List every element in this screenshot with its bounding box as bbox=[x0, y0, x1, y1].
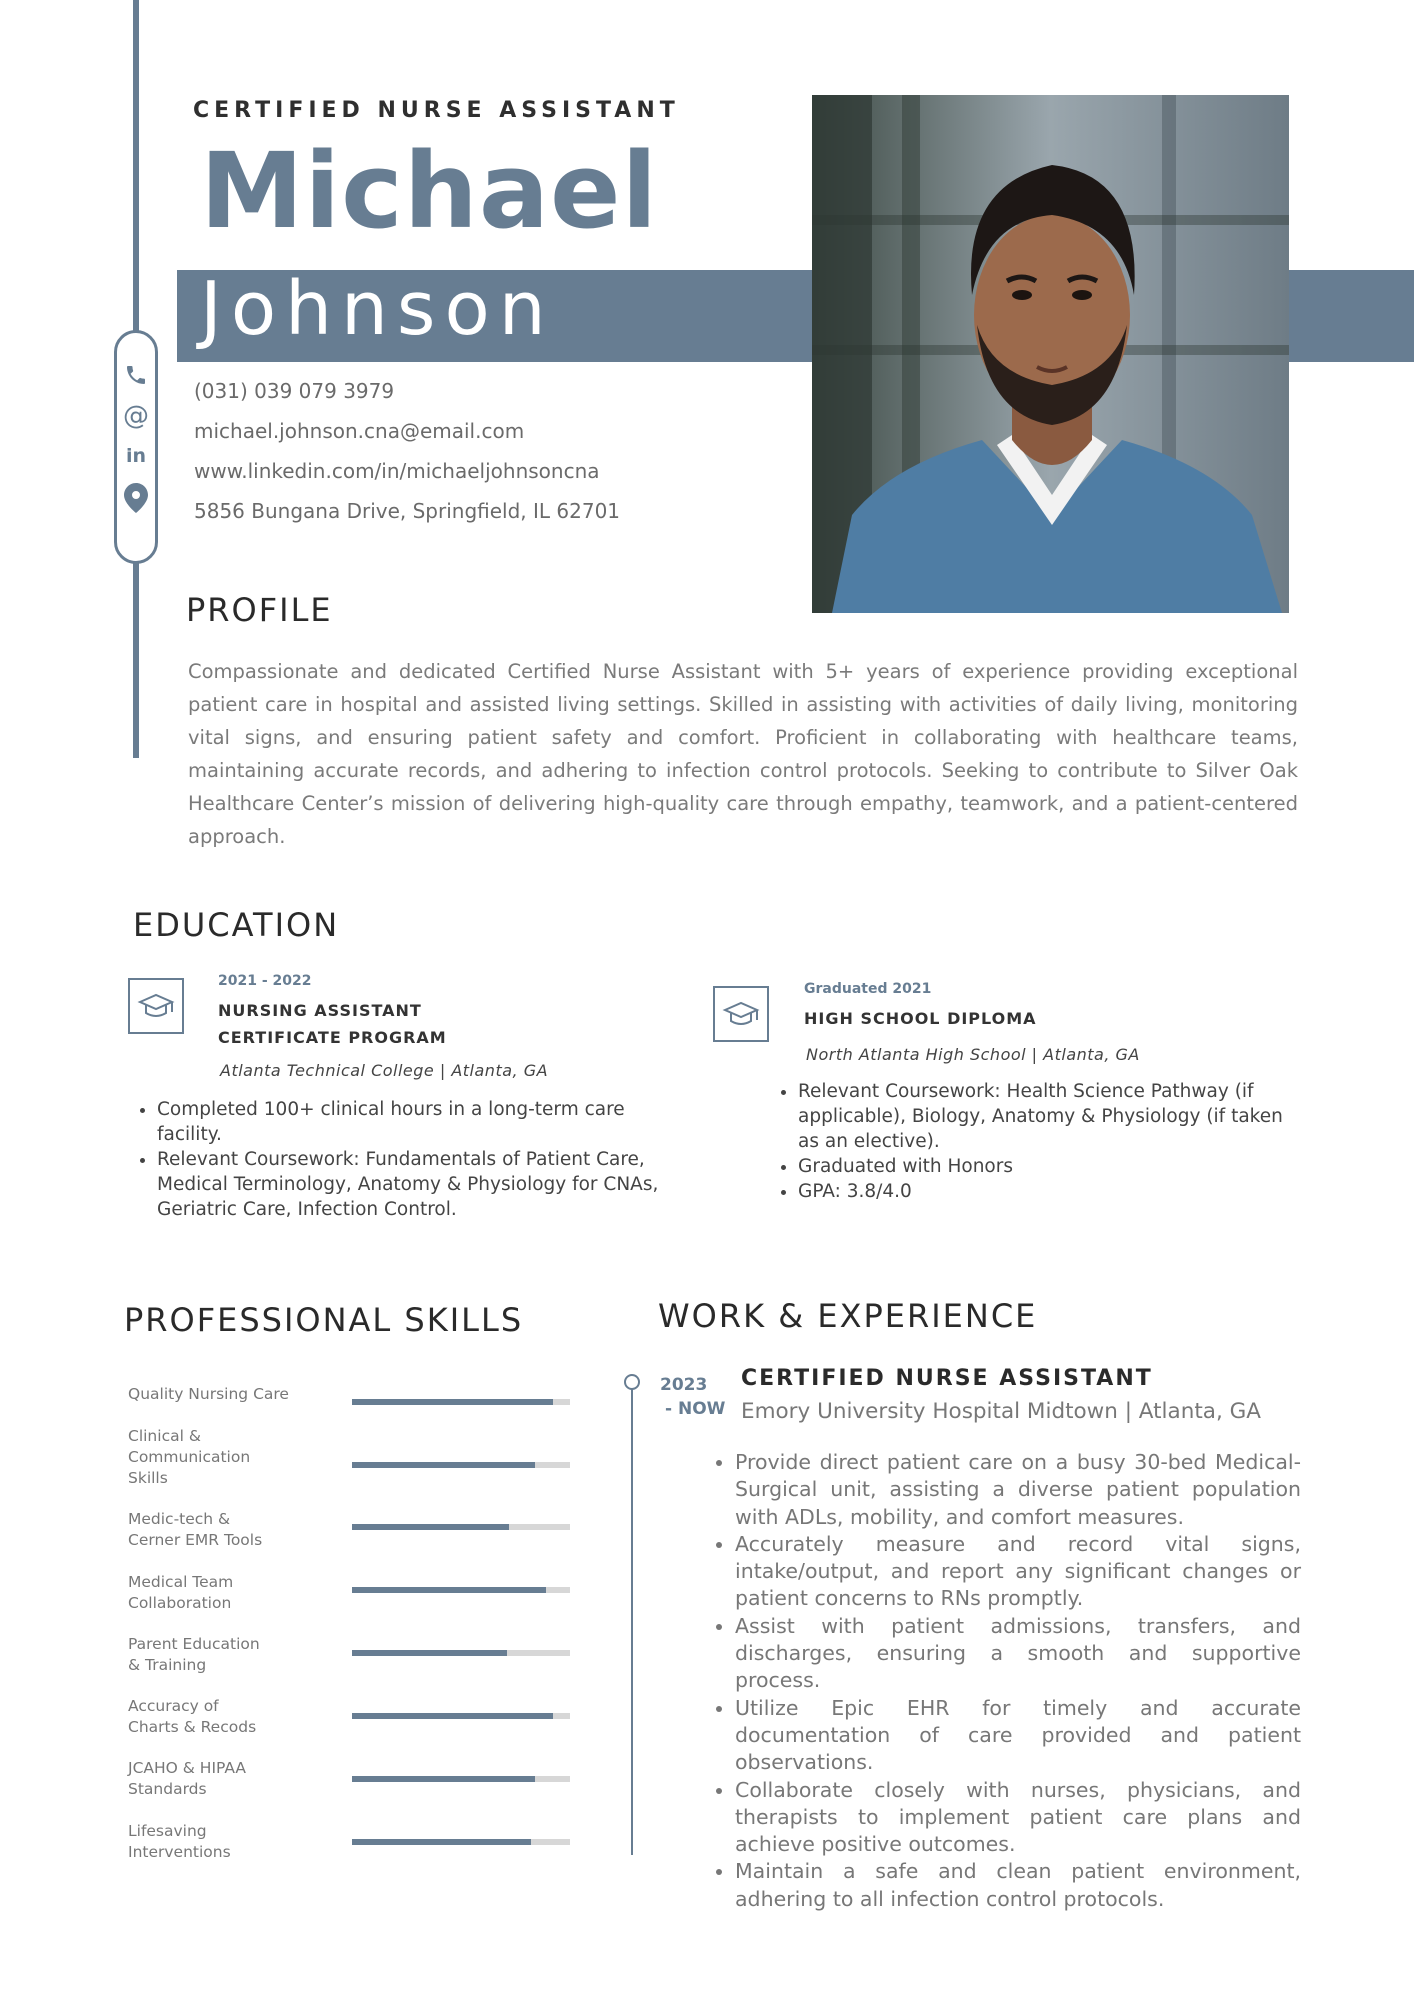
education-degree: HIGH SCHOOL DIPLOMA bbox=[804, 1009, 1037, 1028]
skill-bar-fill bbox=[352, 1524, 509, 1530]
skill-bar-fill bbox=[352, 1587, 546, 1593]
skill-label: Accuracy of Charts & Recods bbox=[128, 1697, 257, 1736]
timeline-dot bbox=[624, 1374, 640, 1390]
skill-bar-fill bbox=[352, 1650, 507, 1656]
phone-number[interactable]: (031) 039 079 3979 bbox=[194, 379, 395, 403]
skill-label: Clinical & Communication Skills bbox=[128, 1427, 251, 1487]
skill-bar-fill bbox=[352, 1713, 553, 1719]
education-bullets bbox=[133, 1097, 668, 1222]
experience-start-year: 2023 bbox=[660, 1375, 708, 1395]
list-item: • Provide direct patient care on a busy 30-bed Medical-Surgical unit, assisting a diverse patient population with ADLs, mobility, and comfort measures. bbox=[735, 1449, 1301, 1531]
skill-bar bbox=[352, 1776, 570, 1782]
list-item: • Utilize Epic EHR for timely and accurate documentation of care provided and patient observations. bbox=[735, 1695, 1301, 1777]
skill-label: Quality Nursing Care bbox=[128, 1385, 289, 1403]
education-degree: NURSING ASSISTANT CERTIFICATE PROGRAM bbox=[218, 1001, 447, 1047]
education-year: Graduated 2021 bbox=[804, 981, 932, 997]
skill-bar-fill bbox=[352, 1839, 531, 1845]
profile-photo bbox=[812, 95, 1289, 613]
skill-bar bbox=[352, 1650, 570, 1656]
timeline-line bbox=[631, 1385, 633, 1855]
skill-bar bbox=[352, 1839, 570, 1845]
email-address[interactable]: michael.johnson.cna@email.com bbox=[194, 419, 525, 443]
contact-icon-bar bbox=[114, 330, 158, 564]
skill-label: Medic-tech & Cerner EMR Tools bbox=[128, 1510, 263, 1549]
profile-summary: Compassionate and dedicated Certified Nurse Assistant with 5+ years of experience providing exceptional patient care in hospital and assisted living settings. Skilled in assisting with activities of daily living, monitoring vital signs, and ensuring patient safety and comfort. Proficient in collaborating with healthcare teams, maintaining accurate records, and adhering to infection control protocols. Seeking to contribute to Silver Oak Healthcare Center’s mission of delivering high-quality care through empathy, teamwork, and a patient-centered approach. bbox=[188, 660, 1298, 848]
postal-address: 5856 Bungana Drive, Springfield, IL 62701 bbox=[194, 499, 621, 523]
phone-icon bbox=[117, 363, 155, 391]
list-item: • Completed 100+ clinical hours in a long-term care facility. bbox=[157, 1097, 668, 1147]
list-item: • Graduated with Honors bbox=[798, 1154, 1294, 1179]
skills-heading: PROFESSIONAL SKILLS bbox=[124, 1301, 524, 1339]
skill-bar bbox=[352, 1587, 570, 1593]
list-item: • GPA: 3.8/4.0 bbox=[798, 1179, 1294, 1204]
education-school: North Atlanta High School | Atlanta, GA bbox=[806, 1045, 1140, 1064]
list-item: • Maintain a safe and clean patient environment, adhering to all infection control protocols. bbox=[735, 1858, 1301, 1913]
skill-bar bbox=[352, 1462, 570, 1468]
graduation-cap-icon bbox=[713, 986, 769, 1042]
skill-bar bbox=[352, 1399, 570, 1405]
experience-heading: WORK & EXPERIENCE bbox=[658, 1297, 1038, 1335]
list-item: • Relevant Coursework: Health Science Pathway (if applicable), Biology, Anatomy & Physiology (if taken as an elective). bbox=[798, 1079, 1294, 1154]
experience-role: CERTIFIED NURSE ASSISTANT bbox=[741, 1366, 1153, 1391]
education-year: 2021 - 2022 bbox=[218, 973, 312, 989]
skill-label: Parent Education & Training bbox=[128, 1635, 260, 1674]
education-heading: EDUCATION bbox=[133, 906, 340, 944]
skill-label: JCAHO & HIPAA Standards bbox=[128, 1759, 247, 1798]
profile-heading: PROFILE bbox=[186, 591, 333, 629]
graduation-cap-icon bbox=[128, 978, 184, 1034]
list-item: • Accurately measure and record vital signs, intake/output, and report any significant changes or patient concerns to RNs promptly. bbox=[735, 1531, 1301, 1613]
skill-label: Medical Team Collaboration bbox=[128, 1573, 234, 1612]
job-title: CERTIFIED NURSE ASSISTANT bbox=[193, 98, 680, 123]
location-pin-icon bbox=[117, 483, 155, 517]
experience-organization: Emory University Hospital Midtown | Atlanta, GA bbox=[741, 1399, 1261, 1424]
first-name: Michael bbox=[200, 130, 659, 252]
skill-label: Lifesaving Interventions bbox=[128, 1822, 231, 1861]
skill-bar-fill bbox=[352, 1776, 535, 1782]
experience-end-year: - NOW bbox=[665, 1399, 726, 1419]
email-icon: @ bbox=[123, 401, 149, 431]
education-school: Atlanta Technical College | Atlanta, GA bbox=[220, 1061, 549, 1080]
linkedin-icon: in bbox=[125, 445, 147, 467]
skill-bar-fill bbox=[352, 1462, 535, 1468]
list-item: • Assist with patient admissions, transfers, and discharges, ensuring a smooth and supportive process. bbox=[735, 1613, 1301, 1695]
skill-bar bbox=[352, 1713, 570, 1719]
experience-bullets bbox=[709, 1449, 1301, 1913]
skill-bar bbox=[352, 1524, 570, 1530]
skill-bar-fill bbox=[352, 1399, 553, 1405]
education-bullets bbox=[774, 1079, 1294, 1204]
list-item: • Relevant Coursework: Fundamentals of Patient Care, Medical Terminology, Anatomy & Physiology for CNAs, Geriatric Care, Infection Control. bbox=[157, 1147, 668, 1222]
linkedin-url[interactable]: www.linkedin.com/in/michaeljohnsoncna bbox=[194, 459, 600, 483]
last-name: Johnson bbox=[200, 266, 555, 352]
portrait-illustration bbox=[812, 95, 1289, 613]
list-item: • Collaborate closely with nurses, physicians, and therapists to implement patient care plans and achieve positive outcomes. bbox=[735, 1777, 1301, 1859]
